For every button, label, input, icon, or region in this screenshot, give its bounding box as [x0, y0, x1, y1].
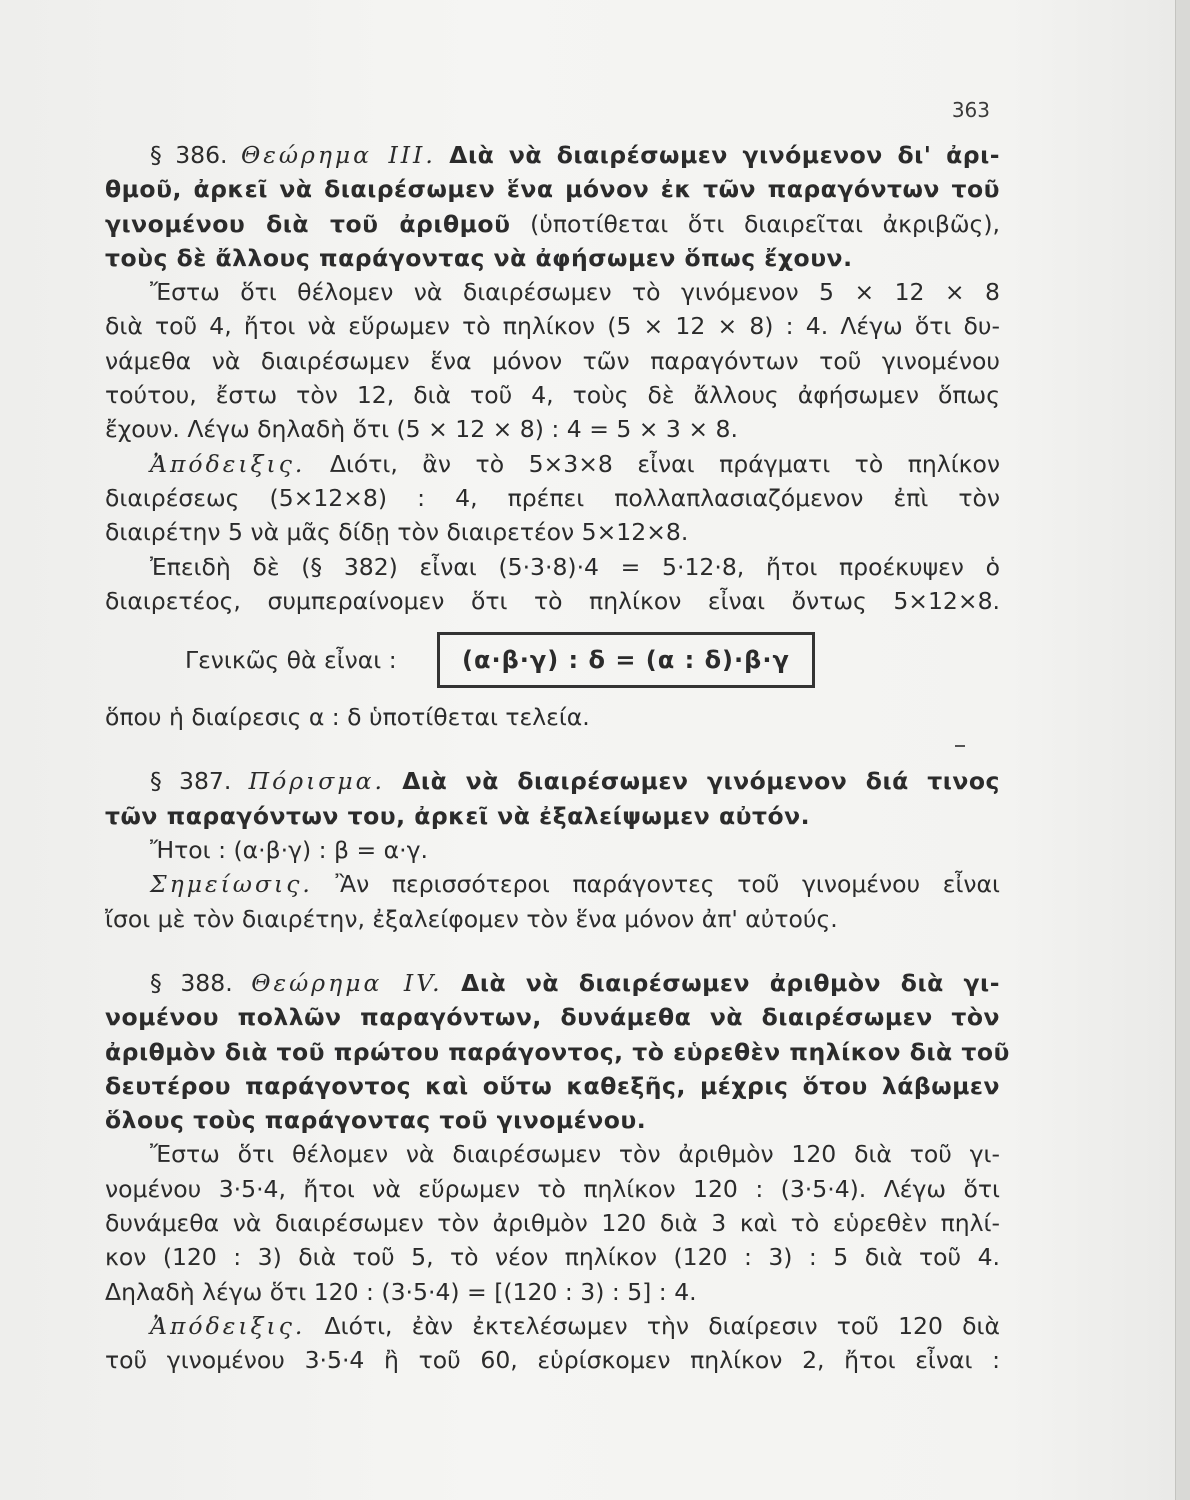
formula-row	[105, 624, 1000, 696]
s388-proof-text: Διότι, ἐὰν ἐκτελέσωμεν τὴν διαίρεσιν τοῦ 120 διὰ	[324, 1311, 1000, 1340]
formula-label: Γενικῶς θὰ εἶναι :	[185, 646, 397, 674]
s386-para3-line: Ἐπειδὴ δὲ (§ 382) εἶναι (5·3·8)·4 = 5·12·8, ἤτοι προέκυψεν ὁ	[150, 552, 1000, 581]
s388-para1-line: Δηλαδὴ λέγω ὅτι 120 : (3·5·4) = [(120 : 3) : 5] : 4.	[105, 1277, 697, 1306]
s388-proof-line: τοῦ γινομένου 3·5·4 ἢ τοῦ 60, εὑρίσκομεν πηλίκον 2, ἤτοι εἶναι :	[105, 1346, 1000, 1375]
s387-statement-start: Διὰ νὰ διαιρέσωμεν γινόμενον διά τινος	[402, 767, 1000, 796]
s388-statement-line: ἀριθμὸν διὰ τοῦ πρώτου παράγοντος, τὸ εὑρεθὲν πηλίκον διὰ τοῦ	[105, 1037, 1010, 1066]
s388-para1-line: νομένου 3·5·4, ἤτοι νὰ εὕρωμεν τὸ πηλίκον 120 : (3·5·4). Λέγω ὅτι	[105, 1174, 1000, 1203]
s387-note-text: Ἂν περισσότεροι παράγοντες τοῦ γινομένου εἶναι	[335, 870, 1000, 899]
s388-proof-label: Ἀπόδειξις.	[150, 1311, 306, 1340]
s387-note-line	[105, 867, 1000, 901]
s386-statement-line: θμοῦ, ἀρκεῖ νὰ διαιρέσωμεν ἕνα μόνον ἐκ τῶν παραγόντων τοῦ	[105, 175, 1000, 204]
s388-heading-line	[105, 966, 1000, 1000]
section-gap	[105, 936, 1000, 966]
s387-title: Πόρισμα.	[248, 767, 385, 796]
s387-formula-line: Ἤτοι : (α·β·γ) : β = α·γ.	[150, 836, 428, 865]
s386-heading-line	[105, 138, 1000, 172]
s388-number: § 388.	[150, 968, 233, 997]
s386-para1-line: ἔχουν. Λέγω δηλαδὴ ὅτι (5 × 12 × 8) : 4 = 5 × 3 × 8.	[105, 415, 738, 444]
page-text	[105, 138, 1010, 1378]
page-edge	[1175, 0, 1190, 1500]
s386-para1-line: τούτου, ἔστω τὸν 12, διὰ τοῦ 4, τοὺς δὲ ἄλλους ἀφήσωμεν ὅπως	[105, 381, 1000, 410]
s388-statement-line: ὅλους τοὺς παράγοντας τοῦ γινομένου.	[105, 1106, 647, 1135]
s386-para3-line: διαιρετέος, συμπεραίνομεν ὅτι τὸ πηλίκον εἶναι ὄντως 5×12×8.	[105, 586, 1000, 615]
s386-para1-line: διὰ τοῦ 4, ἤτοι νὰ εὕρωμεν τὸ πηλίκον (5 × 12 × 8) : 4. Λέγω ὅτι δυ-	[105, 312, 1000, 341]
s388-para1-line: κον (120 : 3) διὰ τοῦ 5, τὸ νέον πηλίκον (120 : 3) : 5 διὰ τοῦ 4.	[105, 1243, 1000, 1272]
s386-statement-part: γινομένου διὰ τοῦ ἀριθμοῦ	[105, 209, 511, 238]
s386-statement-note: (ὑποτίθεται ὅτι διαιρεῖται ἀκριβῶς),	[530, 209, 1000, 238]
s388-statement-start: Διὰ νὰ διαιρέσωμεν ἀριθμὸν διὰ γι-	[461, 968, 1000, 997]
s386-proof-text: Διότι, ἂν τὸ 5×3×8 εἶναι πράγματι τὸ πηλίκον	[329, 449, 1000, 478]
s387-note-line: ἴσοι μὲ τὸν διαιρέτην, ἐξαλείφομεν τὸν ἕνα μόνον ἀπ' αὐτούς.	[105, 904, 838, 933]
s386-proof-line: διαιρέσεως (5×12×8) : 4, πρέπει πολλαπλασιαζόμενον ἐπὶ τὸν	[105, 483, 1000, 512]
s387-note-label: Σημείωσις.	[150, 870, 313, 899]
s386-proof-label: Ἀπόδειξις.	[150, 449, 306, 478]
s386-para1-line: Ἔστω ὅτι θέλομεν νὰ διαιρέσωμεν τὸ γινόμενον 5 × 12 × 8	[150, 278, 1000, 307]
s386-proof-line	[105, 447, 1000, 481]
s388-proof-line	[105, 1309, 1000, 1343]
s386-theorem-label: Θεώρημα III.	[240, 141, 436, 169]
page-number: 363	[951, 98, 990, 122]
formula-box: (α·β·γ) : δ = (α : δ)·β·γ	[437, 632, 815, 688]
s386-statement-line	[105, 207, 1000, 241]
s388-para1-line: Ἔστω ὅτι θέλομεν νὰ διαιρέσωμεν τὸν ἀριθμὸν 120 διὰ τοῦ γι-	[150, 1140, 1000, 1169]
s387-heading-line	[105, 764, 1000, 798]
s386-para1-line: νάμεθα νὰ διαιρέσωμεν ἕνα μόνον τῶν παραγόντων τοῦ γινομένου	[105, 346, 1000, 375]
s386-formula-note: ὅπου ἡ διαίρεσις α : δ ὑποτίθεται τελεία.	[105, 703, 590, 732]
s386-proof-line: διαιρέτην 5 νὰ μᾶς δίδῃ τὸν διαιρετέον 5×12×8.	[105, 518, 689, 547]
section-gap	[105, 734, 1000, 764]
s388-theorem-label: Θεώρημα IV.	[251, 968, 443, 997]
s386-statement-start: Διὰ νὰ διαιρέσωμεν γινόμενον δι' ἀρι-	[449, 141, 1000, 169]
s388-statement-line: δευτέρου παράγοντος καὶ οὕτω καθεξῆς, μέχρις ὅτου λάβωμεν	[105, 1071, 1000, 1100]
s387-statement-line: τῶν παραγόντων του, ἀρκεῖ νὰ ἐξαλείψωμεν αὐτόν.	[105, 801, 811, 830]
s386-statement-line: τοὺς δὲ ἄλλους παράγοντας νὰ ἀφήσωμεν ὅπως ἔχουν.	[105, 243, 853, 272]
s387-number: § 387.	[150, 767, 232, 796]
s386-number: § 386.	[150, 141, 228, 169]
s388-statement-line: νομένου πολλῶν παραγόντων, δυνάμεθα νὰ διαιρέσωμεν τὸν	[105, 1003, 1000, 1032]
s388-para1-line: δυνάμεθα νὰ διαιρέσωμεν τὸν ἀριθμὸν 120 διὰ 3 καὶ τὸ εὑρεθὲν πηλί-	[105, 1209, 1000, 1238]
